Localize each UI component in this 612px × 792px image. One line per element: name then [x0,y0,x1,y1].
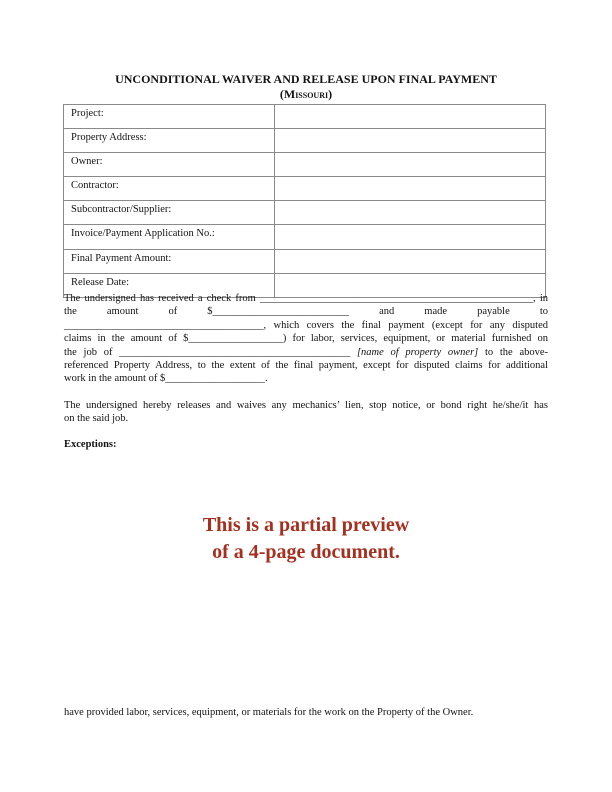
line-text: on the said job. [64,413,129,425]
field-label: Invoice/Payment Application No.: [64,225,275,249]
table-row [64,105,546,129]
field-label: Owner: [64,153,275,177]
paragraph-line [64,292,548,305]
table-row [64,129,546,153]
field-label: Project: [64,105,275,129]
line-text: The undersigned has received a check from ____________________________________________________, in [64,293,548,304]
payment-paragraph [64,292,548,386]
field-value [275,201,546,225]
field-value [275,153,546,177]
table-row [64,153,546,177]
field-value [275,177,546,201]
field-label: Contractor: [64,177,275,201]
field-label: Subcontractor/Supplier: [64,201,275,225]
line-text: the job of ____________________________________________ [64,346,357,358]
preview-notice [0,512,612,566]
line-text: work in the amount of $___________________. [64,373,268,385]
document-subtitle: (Missouri) [279,86,333,101]
field-value [275,105,546,129]
paragraph-line [64,346,548,359]
release-paragraph [64,399,548,426]
field-label: Release Date: [64,273,275,297]
paragraph-line [64,399,548,412]
paragraph-line [64,305,548,318]
table-row [64,249,546,273]
field-value [275,249,546,273]
field-label: Final Payment Amount: [64,249,275,273]
paragraph-line [64,359,548,372]
paragraph-line [64,319,548,332]
info-table [63,104,546,298]
table-row [64,177,546,201]
paragraph-line [64,332,548,345]
preview-notice-line2: of a 4-page document. [212,541,400,563]
italic-note: [name of property owner] [356,346,479,358]
field-value [275,129,546,153]
line-text: ______________________________________, which covers the final payment (except for any disputed [64,319,548,331]
table-row [64,201,546,225]
line-text: The undersigned hereby releases and waives any mechanics’ lien, stop notice, or bond right he/she/it has [64,400,548,411]
field-value [275,225,546,249]
table-row [64,225,546,249]
document-title: UNCONDITIONAL WAIVER AND RELEASE UPON FINAL PAYMENT [115,72,497,86]
line-text: to the above- [478,346,549,358]
paragraph-line [64,372,548,385]
paragraph-line [64,412,548,425]
line-text: referenced Property Address, to the extent of the final payment, except for disputed claims for additional [64,360,548,372]
line-text: claims in the amount of $__________________) for labor, services, equipment, or material furnished on [64,333,548,345]
line-text: the amount of $__________________________ and made payable to [64,306,548,318]
document-header [0,72,612,101]
exceptions-label: Exceptions: [64,439,117,450]
field-label: Property Address: [64,129,275,153]
preview-notice-line1: This is a partial preview [202,514,410,536]
closing-line: have provided labor, services, equipment, or materials for the work on the Property of the Owner. [64,707,474,718]
info-table-body [64,105,546,298]
